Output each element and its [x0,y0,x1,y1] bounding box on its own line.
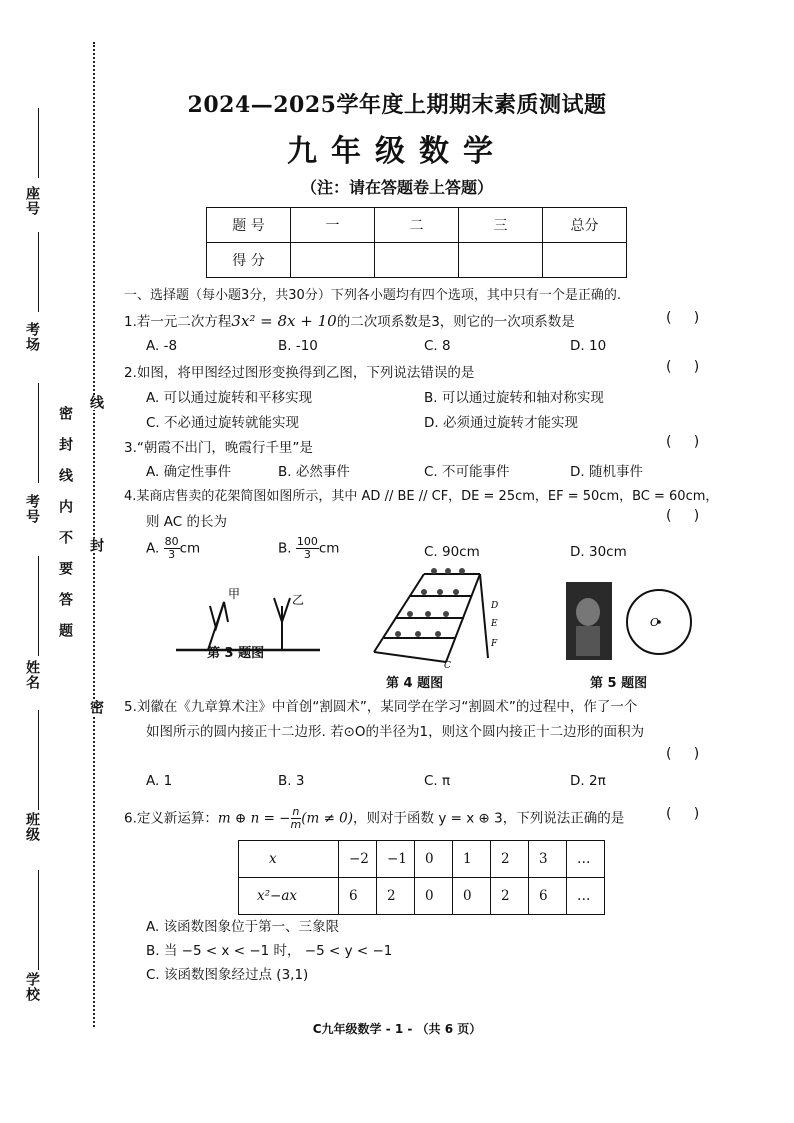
score-header-cell: 二 [375,208,459,243]
q3-option-c: C. 不可能事件 [424,464,510,480]
q1-equation: 3x² = 8x + 10 [231,312,337,330]
q6-cell: 3 [529,841,567,878]
q1-answer-paren: ( ) [666,310,700,326]
q1-option-c: C. 8 [424,338,451,354]
q1-stem-post: 的二次项系数是3，则它的一次项系数是 [336,314,575,330]
q6-table-row-expr [239,878,605,915]
q4-stem: 4.某商店售卖的花架简图如图所示，其中 AD // BE // CF，DE = 25cm，EF = 50cm，BC = 60cm， [124,489,719,504]
q4-option-a-fraction [164,536,180,561]
score-table-header-row [207,208,627,243]
page-footer: C九年级数学 - 1 - （共 6 页） [312,1022,482,1036]
school-line [38,870,39,970]
fig4-label-f: F [491,639,498,649]
q4-stem-line2: 则 AC 的长为 [146,514,228,530]
q6-cell: 2 [491,878,529,915]
q1-stem-pre: 1.若一元二次方程 [124,314,232,330]
q6-fraction [291,806,302,831]
score-row-label: 得 分 [207,243,291,278]
q2-option-d: D. 必须通过旋转才能实现 [424,415,578,431]
answer-note: （注：请在答题卷上答题） [300,178,493,197]
q6-stem-pre: 6.定义新运算： [124,810,218,827]
exam-no-line [38,383,39,483]
subject-title: 九年级数学 [287,134,507,169]
q3-option-b: B. 必然事件 [278,464,350,480]
q6-cell: 0 [415,841,453,878]
q1-option-d: D. 10 [570,338,607,354]
score-header-cell: 三 [459,208,543,243]
fig5-portrait-figure [576,598,600,626]
room-label: 考场 [24,322,40,352]
fig3-shape-yi [274,598,290,650]
seal-char-feng: 封 [88,538,104,553]
q6-stem [124,806,624,831]
q2-answer-paren: ( ) [666,359,700,375]
room-line [38,232,39,312]
figure-4 [368,568,508,668]
q6-frac-denominator: m [290,818,302,831]
q5-answer-paren: ( ) [666,746,700,762]
score-cell [291,243,375,278]
q6-cell: 0 [453,878,491,915]
q6-cell: 2 [377,878,415,915]
score-header-cell: 题 号 [207,208,291,243]
q4-option-c: C. 90cm [424,544,480,560]
name-label: 姓名 [24,660,40,690]
q4-a-denominator: 3 [168,548,176,561]
class-label: 班级 [24,812,40,842]
seal-char-xian: 线 [88,395,104,410]
q2-stem: 2.如图，将甲图经过图形变换得到乙图，下列说法错误的是 [124,365,475,381]
q6-expr-right: (m ≠ 0) [301,810,354,827]
score-header-cell: 一 [291,208,375,243]
q4-option-b-unit: cm [318,540,340,557]
seal-char-mi: 密 [88,700,104,715]
fig5-center-label: O [650,616,660,629]
fig4-shelf [374,574,488,662]
q5-option-a: A. 1 [146,773,173,789]
q6-cell: 2 [491,841,529,878]
no-answer-warning: 密封线内不要答题 [57,406,73,654]
fig4-label-c: C [444,661,451,668]
score-table [206,207,627,278]
q4-answer-paren: ( ) [666,508,700,524]
q4-option-b [278,536,339,561]
q2-option-b: B. 可以通过旋转和轴对称实现 [424,390,604,406]
q1-option-b: B. -10 [278,338,318,354]
q3-stem: 3.“朝霞不出门，晚霞行千里”是 [124,440,313,456]
q5-stem: 5.刘徽在《九章算术注》中首创“割圆术”，某同学在学习“割圆术”的过程中，作了一个 [124,699,638,715]
fig4-label-d: D [491,601,499,611]
q6-cell: 6 [339,878,377,915]
exam-no-label: 考号 [24,494,40,524]
q3-answer-paren: ( ) [666,434,700,450]
fig4-caption: 第 4 题图 [386,676,444,691]
score-table-score-row [207,243,627,278]
q3-option-d: D. 随机事件 [570,464,643,480]
q5-stem-line2: 如图所示的圆内接正十二边形. 若⊙O的半径为1，则这个圆内接正十二边形的面积为 [146,724,645,740]
q6-expr-left: m ⊕ n = − [217,810,291,827]
fig3-label-yi: 乙 [292,593,305,607]
q4-option-a-label: A. [146,540,160,557]
q3-option-a: A. 确定性事件 [146,464,232,480]
q6-cell: 0 [415,878,453,915]
figure-5 [564,582,704,664]
q4-a-numerator: 80 [164,535,179,548]
seat-label: 座号 [24,186,40,216]
q6-stem-post: ，则对于函数 y = x ⊕ 3，下列说法正确的是 [353,810,625,827]
q6-cell: −1 [377,841,415,878]
q6-frac-numerator: n [292,805,300,818]
q6-cell: 1 [453,841,491,878]
q5-option-b: B. 3 [278,773,305,789]
score-header-cell: 总分 [543,208,627,243]
q6-option-a: A. 该函数图象位于第一、三象限 [146,919,340,935]
q5-option-d: D. 2π [570,773,606,789]
q6-option-c: C. 该函数图象经过点 (3,1) [146,967,309,983]
q1-stem [124,310,575,330]
q4-option-a [146,536,200,561]
q4-b-denominator: 3 [303,548,311,561]
score-cell [543,243,627,278]
fig3-label-jia: 甲 [228,587,241,601]
school-label: 学校 [24,972,40,1002]
fig5-caption: 第 5 题图 [590,676,648,691]
exam-title: 2024—2025学年度上期期末素质测试题 [187,92,607,118]
fig4-label-e: E [491,619,498,629]
q6-cell: … [567,841,605,878]
class-line [38,710,39,810]
q6-cell: x [239,841,339,878]
q2-option-c: C. 不必通过旋转就能实现 [146,415,300,431]
q6-value-table [238,840,605,915]
q6-option-b: B. 当 −5 < x < −1 时， −5 < y < −1 [146,943,393,959]
q6-cell: 6 [529,878,567,915]
section1-title: 一、选择题（每小题3分，共30分）下列各小题均有四个选项，其中只有一个是正确的. [124,288,621,303]
name-line [38,556,39,656]
q5-option-c: C. π [424,773,451,789]
q6-cell: … [567,878,605,915]
score-cell [375,243,459,278]
q6-table-row-x [239,841,605,878]
score-cell [459,243,543,278]
q1-option-a: A. -8 [146,338,178,354]
q4-option-b-fraction [296,536,319,561]
q4-option-d: D. 30cm [570,544,627,560]
fig3-caption: 第 3 题图 [207,646,265,661]
q4-option-b-label: B. [278,540,292,557]
q2-option-a: A. 可以通过旋转和平移实现 [146,390,313,406]
q6-cell: x²−ax [239,878,339,915]
q6-answer-paren: ( ) [666,806,700,822]
q6-cell: −2 [339,841,377,878]
q4-b-numerator: 100 [296,535,318,548]
q4-option-a-unit: cm [179,540,201,557]
